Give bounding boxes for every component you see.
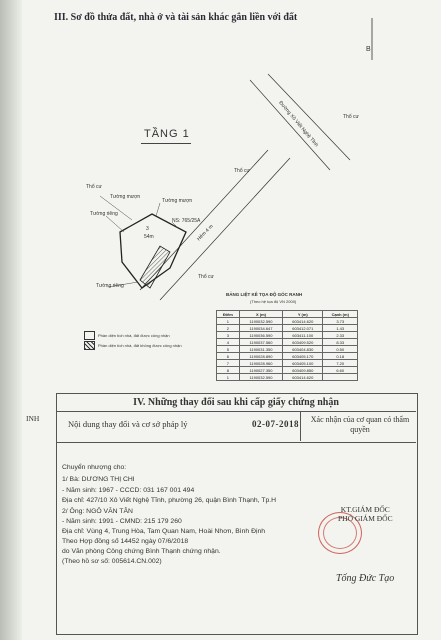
floor-title-underline [141, 143, 191, 144]
coord-col-point: Điểm [217, 311, 240, 318]
coord-cell: 2.33 [323, 332, 358, 339]
coord-cell: 1190032.590 [239, 374, 282, 381]
coord-cell: 1190028.890 [239, 353, 282, 360]
coord-cell: 1190036.590 [239, 332, 282, 339]
margin-label: INH [26, 414, 40, 423]
label-tho-cu-right: Thổ cư [343, 114, 359, 120]
label-tuong-rieng-2: Tường riêng [96, 283, 124, 289]
coord-table-row [217, 325, 358, 332]
change-date: 02-07-2018 [252, 419, 299, 429]
coord-col-y: Y (m) [283, 311, 323, 318]
coord-cell: 0.18 [323, 353, 358, 360]
coord-table-row [217, 332, 358, 339]
coord-cell: 1 [217, 374, 240, 381]
coord-cell: 603409.520 [283, 339, 323, 346]
change-line: - Năm sinh: 1967 - CCCD: 031 167 001 494 [62, 487, 195, 494]
changes-title: IV. Những thay đổi sau khi cấp giấy chứng nhận [133, 397, 339, 408]
coord-table-row [217, 374, 358, 381]
coord-cell: 1190034.647 [239, 325, 282, 332]
coord-cell: 7 [217, 360, 240, 367]
coord-cell: 1190032.590 [239, 318, 282, 325]
coord-cell: 6 [217, 353, 240, 360]
coord-cell: 603409.850 [283, 367, 323, 374]
coord-table-row [217, 360, 358, 367]
coord-cell: 3 [217, 332, 240, 339]
coord-cell: 603412.071 [283, 325, 323, 332]
legend-recognized: Phần diện tích nhà, đất được công nhận [98, 333, 170, 338]
coord-cell: 1 [217, 318, 240, 325]
coord-table-row [217, 367, 358, 374]
legend-swatch-unrecognized [84, 341, 95, 350]
label-tuong-rieng-1: Tường riêng [90, 211, 118, 217]
coord-table-header [217, 311, 358, 318]
coord-table-row [217, 339, 358, 346]
section-title: III. Sơ đồ thửa đất, nhà ở và tài sản khác gắn liền với đất [54, 12, 298, 23]
label-tho-cu-left: Thổ cư [86, 184, 102, 190]
coord-col-x: X (m) [239, 311, 282, 318]
coord-col-edge: Cạnh (m) [323, 311, 358, 318]
north-label: B [366, 46, 371, 53]
change-line: Địa chỉ: Vùng 4, Trung Hòa, Tam Quan Nam, Hoài Nhơn, Bình Định [62, 528, 266, 535]
label-tho-cu-mid: Thổ cư [234, 168, 250, 174]
legend-swatch-recognized [84, 331, 95, 340]
coord-cell: 2 [217, 325, 240, 332]
coord-cell: 1.43 [323, 325, 358, 332]
label-tuong-muon-1: Tường mượn [110, 194, 141, 200]
coord-cell: 8.33 [323, 339, 358, 346]
legend-unrecognized: Phần diện tích nhà, đất không được công nhận [98, 343, 182, 348]
change-line: (Theo hồ sơ số: 005614.CN.002) [62, 558, 162, 565]
signer-title: KT.GIÁM ĐỐC PHÓ GIÁM ĐỐC [338, 505, 393, 523]
coord-cell: 603411.100 [283, 332, 323, 339]
coord-table-subtitle: (Theo hệ tọa độ VN 2000) [250, 299, 297, 304]
label-tho-cu-bottom: Thổ cư [198, 274, 214, 280]
coord-cell: 8 [217, 367, 240, 374]
label-house-number: NS: 765/25A [172, 218, 201, 224]
coord-table-row [217, 346, 358, 353]
coord-cell: 1190028.960 [239, 360, 282, 367]
coord-table-row [217, 318, 358, 325]
label-tuong-muon-2: Tường mượn [162, 198, 193, 204]
col-authority-confirmation: Xác nhận của cơ quan có thẩm quyền [310, 415, 410, 434]
coord-cell: 603414.620 [283, 374, 323, 381]
coord-cell: 603405.100 [283, 360, 323, 367]
floor-title: TẦNG 1 [144, 128, 190, 140]
change-line: do Văn phòng Công chứng Bình Thạnh chứng nhận. [62, 548, 221, 555]
coord-cell: 1190027.350 [239, 367, 282, 374]
change-line: Theo Hợp đồng số 14452 ngày 07/6/2018 [62, 538, 189, 545]
coord-cell [323, 374, 358, 381]
signer-name: Tống Đức Tạo [336, 573, 395, 584]
coord-cell: 3.73 [323, 318, 358, 325]
coord-cell: 1190037.560 [239, 339, 282, 346]
change-line: - Năm sinh: 1991 - CMND: 215 179 260 [62, 518, 182, 525]
label-road: Đường Xô Viết Nghệ Tĩnh [277, 100, 320, 149]
change-line: 2/ Ông: NGÔ VĂN TÂN [62, 508, 133, 515]
coord-table-row [217, 353, 358, 360]
change-line: Địa chỉ: 427/10 Xô Viết Nghệ Tĩnh, phường 26, quận Bình Thạnh, Tp.H [62, 497, 277, 504]
change-line: Chuyển nhượng cho: [62, 464, 127, 471]
coord-cell: 4 [217, 339, 240, 346]
coord-cell: 603404.830 [283, 346, 323, 353]
changes-column-divider [300, 411, 301, 441]
label-alley: Hẻm 4 m [196, 223, 215, 243]
coord-cell: 7.20 [323, 360, 358, 367]
coord-cell: 6.60 [323, 367, 358, 374]
label-room-number: 3 [146, 226, 149, 232]
coord-cell: 603414.620 [283, 318, 323, 325]
coord-cell: 603405.170 [283, 353, 323, 360]
coord-cell: 5 [217, 346, 240, 353]
coord-table-title: BẢNG LIỆT KÊ TỌA ĐỘ GÓC RANH [226, 292, 303, 297]
label-area: 54m [144, 234, 154, 240]
coord-cell: 1190031.350 [239, 346, 282, 353]
change-line: 1/ Bà: DƯƠNG THỊ CHI [62, 476, 135, 483]
coord-table [216, 310, 358, 381]
col-change-content: Nội dung thay đổi và cơ sở pháp lý [68, 419, 188, 429]
coord-cell: 0.50 [323, 346, 358, 353]
